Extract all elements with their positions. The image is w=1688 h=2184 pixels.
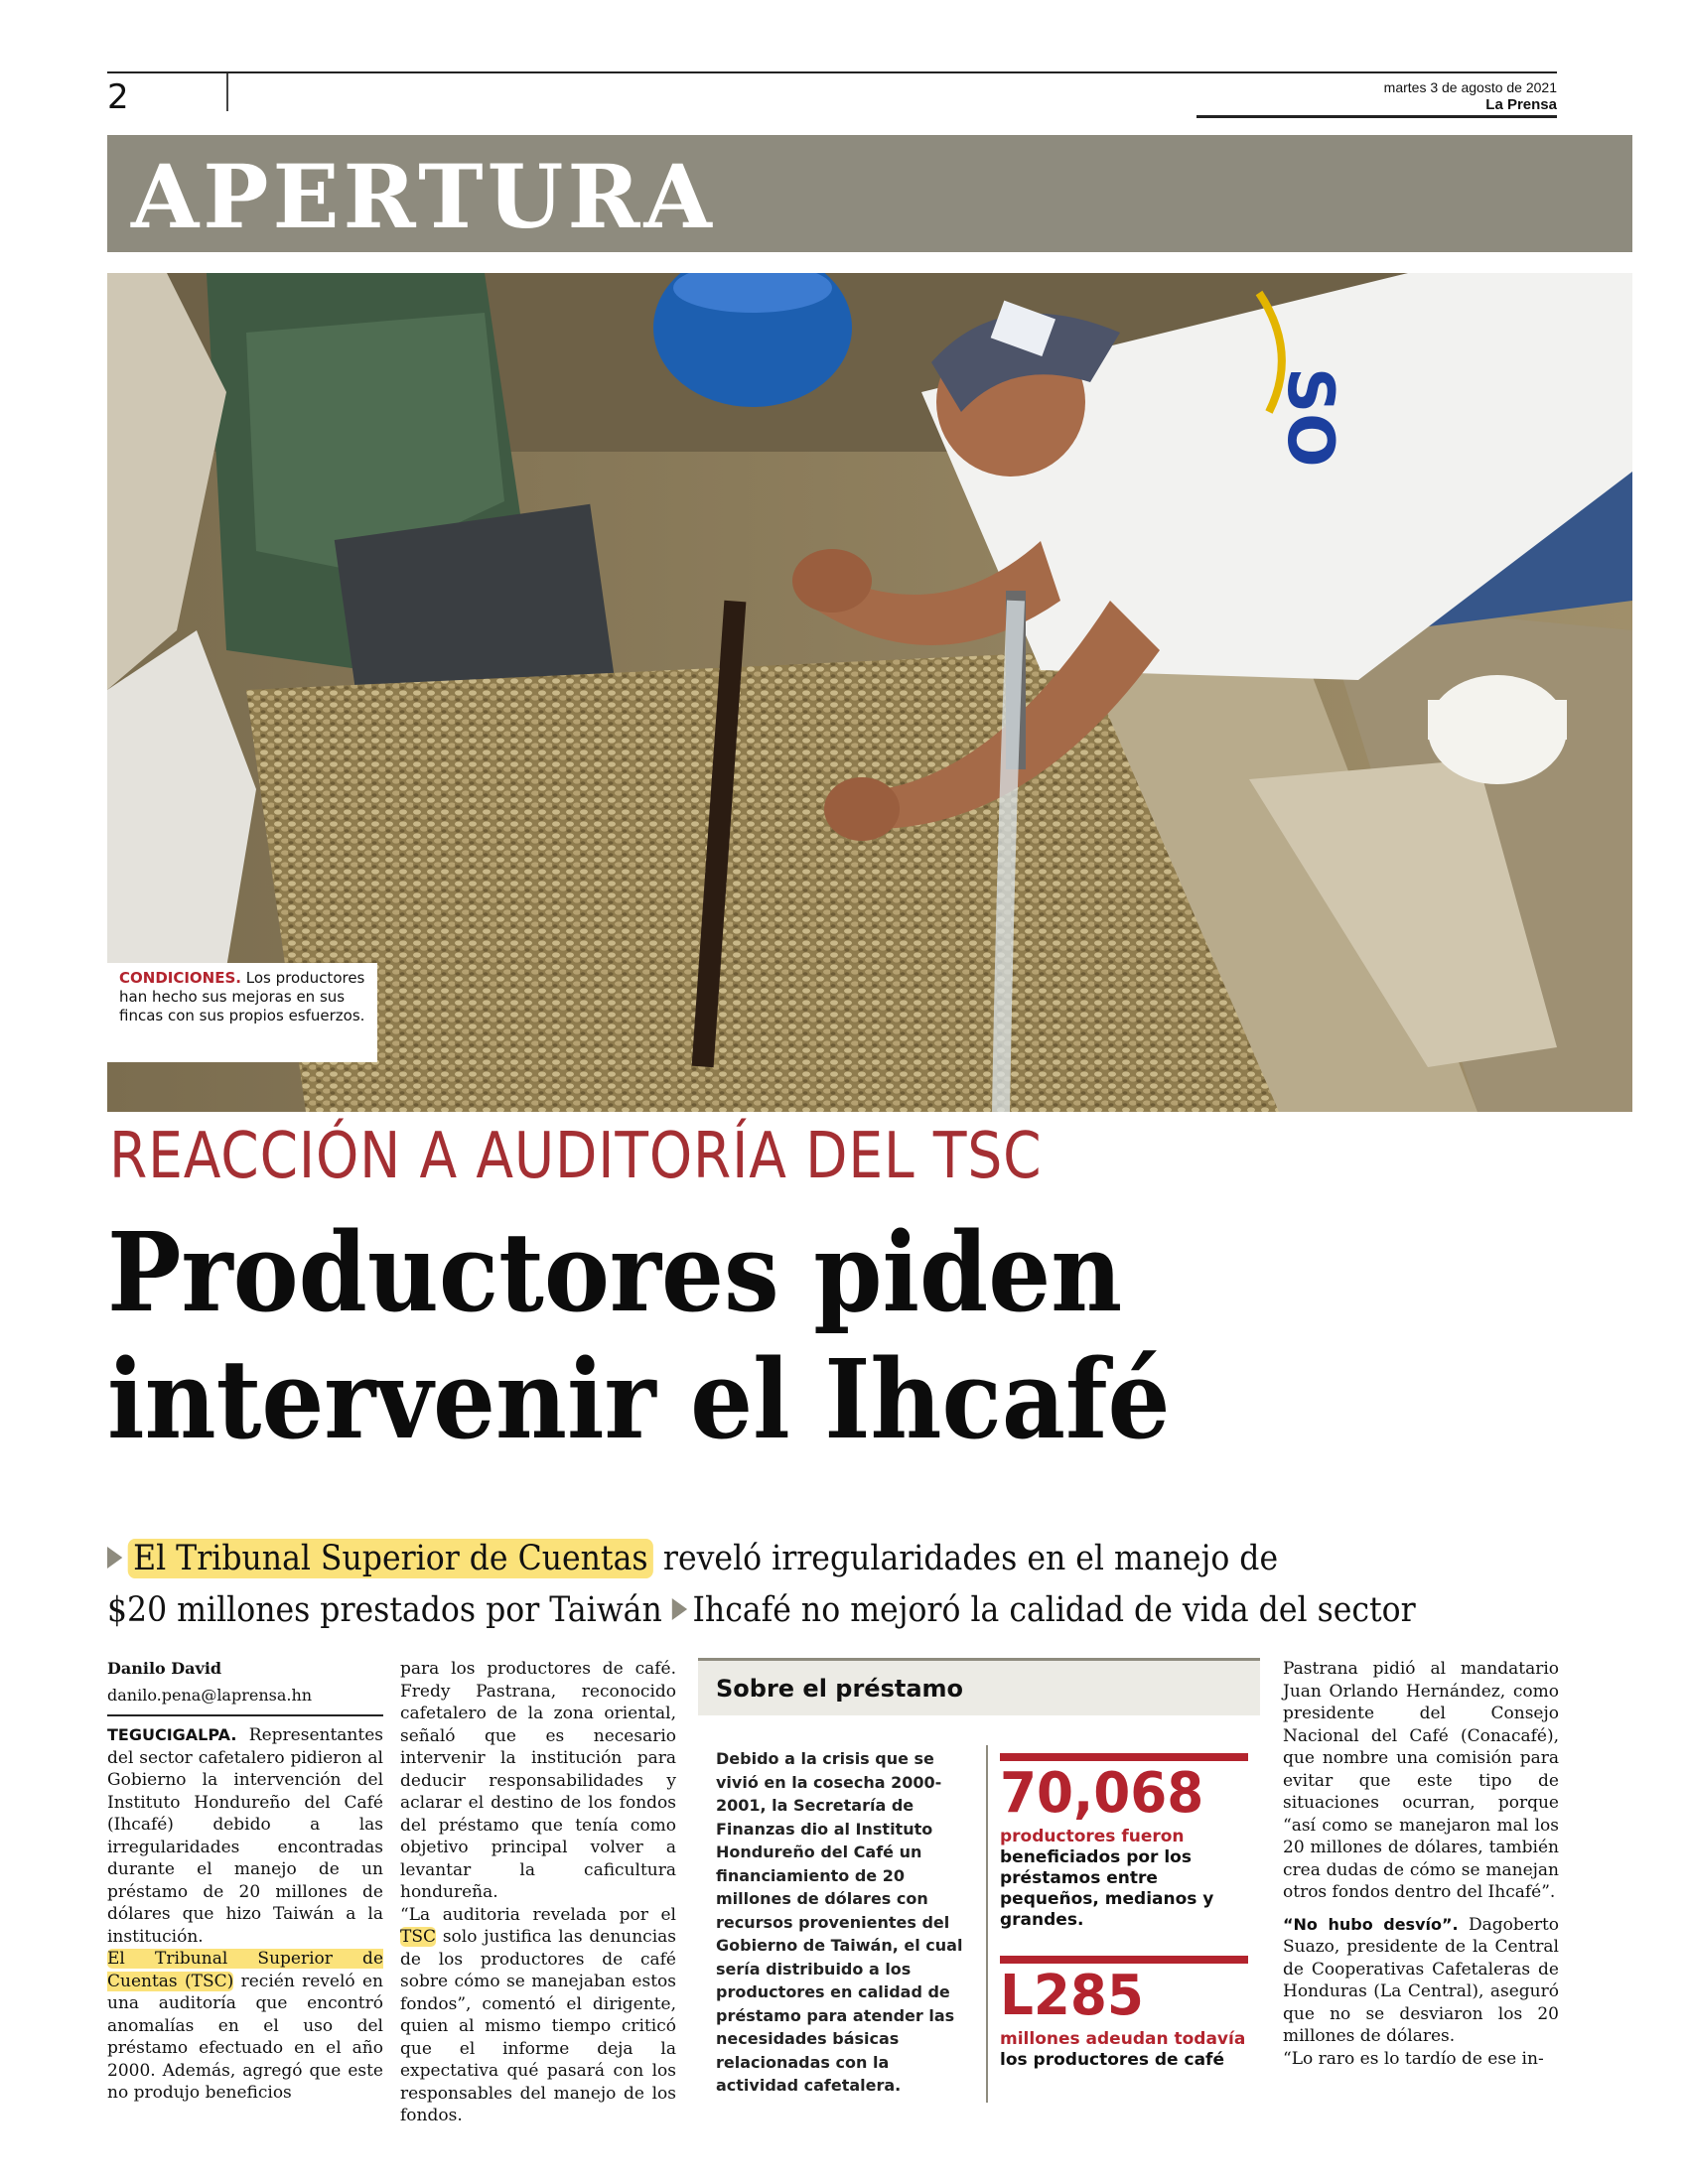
deck-item-1-a: reveló irregularidades en el manejo de: [652, 1539, 1279, 1578]
deck-item-2: Ihcafé no mejoró la calidad de vida del sector: [692, 1590, 1416, 1630]
deck-summary: [107, 1533, 1448, 1636]
stat-debt: [1000, 1956, 1258, 2071]
stat-number: L285: [1000, 1964, 1144, 2028]
shirt-logo-text: SO: [1273, 367, 1346, 468]
photo-caption: [107, 963, 377, 1062]
caption-lead: CONDICIONES.: [119, 969, 241, 987]
author-name: Danilo David: [107, 1659, 222, 1678]
triangle-bullet-icon: [672, 1598, 687, 1620]
folio-divider: [226, 73, 228, 111]
paragraph-text: solo justifica las denuncias de los productores de café sobre cómo se manejaban estos fondos”, comentó el dirigente, quien al mismo tiempo criticó que el informe deja la expectativa qué pasará con los responsables del manejo de los fondos.: [400, 1927, 676, 2125]
section-title: APERTURA: [131, 145, 716, 248]
sidebar-title: Sobre el préstamo: [698, 1658, 1260, 1715]
folio-rule: [1196, 115, 1557, 118]
paragraph: para los productores de café. Fredy Pastrana, reconocido cafetalero de la zona oriental, señaló que es necesario intervenir la institución para deducir responsabilidades y aclarar el destino de los fondos del préstamo que tenía como objetivo principal volver a levantar la caficultura hondureña.: [400, 1659, 676, 1902]
stat-bar: [1000, 1956, 1248, 1964]
paragraph: [107, 1724, 383, 1948]
stat-label: beneficiados por los préstamos entre pequeños, medianos y grandes.: [1000, 1847, 1214, 1930]
paragraph: Pastrana pidió al mandatario Juan Orlando Hernández, como presidente del Consejo Nacional del Café (Conacafé), que nombre una comisión para evitar que este tipo de situaciones ocurran, porque “así como se manejaron mal los 20 millones de dólares, también crea dudas de cómo se manejan otros fondos dentro del Ihcafé”.: [1283, 1659, 1559, 1902]
paragraph-text: recién reveló en una auditoría que encontró anomalías en el uso del préstamo efectuado en el año 2000. Además, agregó que este no produjo beneficios: [107, 1971, 383, 2103]
sidebar-body: Debido a la crisis que se vivió en la cosecha 2000-2001, la Secretaría de Finanzas dio al Instituto Hondureño del Café un financiamiento de 20 millones de dólares con recursos provenientes del Gobierno de Taiwán, el cual sería distribuido a los productores en calidad de préstamo para atender las necesidades básicas relacionadas con la actividad cafetalera.: [716, 1749, 963, 2095]
triangle-bullet-icon: [107, 1547, 122, 1569]
page-number: 2: [107, 77, 129, 117]
kicker-headline: REACCIÓN A AUDITORÍA DEL TSC: [109, 1120, 1043, 1193]
top-rule: [107, 71, 1557, 73]
subhead: “No hubo desvío”.: [1283, 1914, 1459, 1934]
article-column-1: [107, 1658, 383, 2105]
paragraph: [107, 1948, 383, 2105]
stat-producers: [1000, 1753, 1258, 1931]
paragraph: [1283, 1914, 1559, 2048]
headline-line-2: intervenir el Ihcafé: [107, 1335, 1171, 1463]
stat-bar: [1000, 1753, 1248, 1761]
paragraph-text: Dagoberto Suazo, presidente de la Central de Cooperativas Cafetaleras de Honduras (La Central), aseguró que no se desviaron los 20 millones de dólares.: [1283, 1914, 1560, 2046]
text-highlight: El Tribunal Superior de Cuentas (TSC): [107, 1949, 383, 1991]
deck-line-1: [107, 1533, 1448, 1584]
deck-line-2: [107, 1584, 1448, 1636]
caption-text: Los productores han hecho sus mejoras en sus fincas con sus propios esfuerzos.: [119, 969, 365, 1024]
issue-date: martes 3 de agosto de 2021: [1383, 79, 1557, 95]
folio-dateline: [1384, 79, 1557, 113]
stat-number: 70,068: [1000, 1761, 1204, 1826]
stat-label-red: productores fueron: [1000, 1827, 1185, 1846]
dateline: TEGUCIGALPA.: [107, 1725, 237, 1744]
publication-name: La Prensa: [1485, 96, 1557, 113]
sidebar-divider: [986, 1745, 988, 2103]
paragraph: “Lo raro es lo tardío de ese in-: [1283, 2048, 1544, 2069]
stat-label: los productores de café: [1000, 2050, 1224, 2070]
paragraph: [400, 1904, 676, 2127]
sidebar-box: [698, 1658, 1260, 2115]
main-headline: [107, 1209, 1430, 1463]
text-highlight: TSC: [400, 1927, 436, 1947]
article-column-4: [1283, 1658, 1559, 2070]
article-column-2: [400, 1658, 676, 2127]
deck-highlight: El Tribunal Superior de Cuentas: [128, 1539, 653, 1578]
headline-line-1: Productores piden: [107, 1208, 1123, 1336]
paragraph-text: Representantes del sector cafetalero pidieron al Gobierno la intervención del Instituto Hondureño del Café (Ihcafé) debido a las irregularidades encontradas durante el manejo de un préstamo de 20 millones de dólares que hizo Taiwán a la institución.: [107, 1725, 383, 1947]
byline: [107, 1658, 383, 1716]
deck-item-1-b: $20 millones prestados por Taiwán: [107, 1590, 662, 1630]
author-email: danilo.pena@laprensa.hn: [107, 1685, 313, 1705]
paragraph-text: “La auditoria revelada por el: [400, 1904, 676, 1925]
section-banner: [107, 135, 1632, 252]
stat-label-red: millones adeudan todavía: [1000, 2029, 1246, 2049]
